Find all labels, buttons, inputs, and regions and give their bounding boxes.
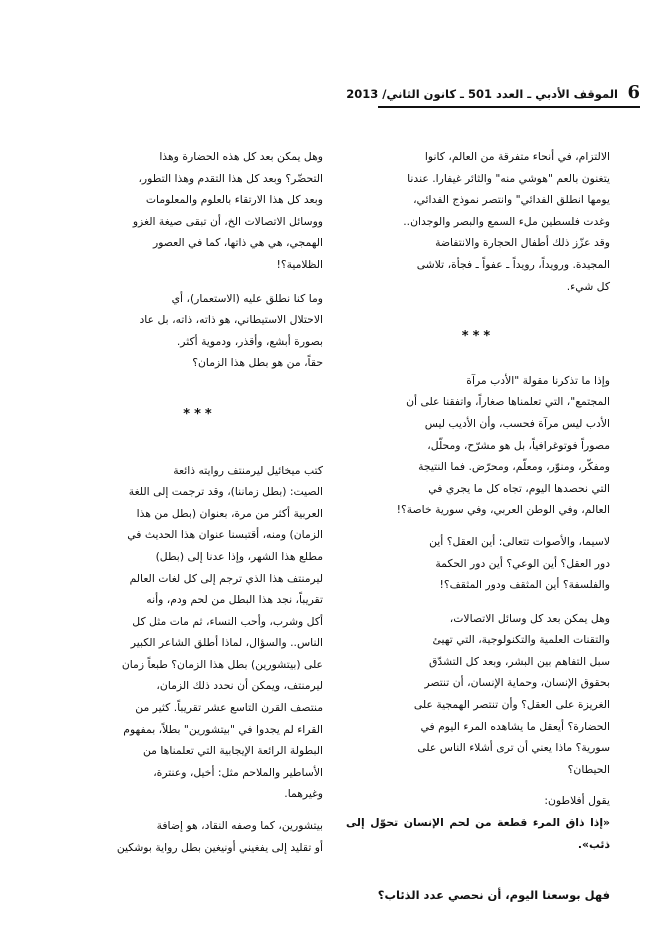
paragraph [346, 608, 610, 781]
text-line: أكل وشرب، وأحب النساء، ثم مات مثل كل [132, 614, 323, 628]
text-line: العالم، وفي الوطن العربي، وفي سورية خاصة؟! [396, 503, 610, 517]
text-line: دور العقل؟ أين الوعي؟ أين دور الحكمة [435, 556, 610, 570]
text-line: كتب ميخائيل ليرمنتف روايته ذائعة [173, 463, 323, 477]
text-line: الحضارة؟ أيعقل ما يشاهده المرء اليوم في [420, 719, 610, 733]
text-line: الناس.. والسؤال، لماذا أطلق الشاعر الكبير [130, 636, 323, 650]
paragraph [76, 815, 323, 858]
text-line: وهل يمكن بعد كل هذه الحضارة وهذا [159, 150, 323, 163]
page-number: 6 [627, 82, 640, 103]
page-header [346, 82, 640, 108]
text-line: الغريزة على العقل؟ وأن تنتصر الهمجية على [413, 698, 610, 712]
text-line: الحيطان؟ [567, 762, 610, 776]
quote-intro: يقول أفلاطون: [544, 794, 610, 808]
text-line: القراء لم يجدوا في "بيتشورين" بطلاً، بمفهوم [123, 722, 323, 736]
text-line: والفلسفة؟ أين المثقف ودور المثقف؟! [439, 578, 610, 592]
paragraph [346, 370, 610, 521]
text-line: حقاً، من هو بطل هذا الزمان؟ [192, 356, 323, 370]
paragraph [76, 460, 323, 806]
text-line: وقد عزّز ذلك أطفال الحجارة والانتفاضة [435, 236, 610, 250]
paragraph [76, 288, 323, 353]
text-line: وغيرهما. [284, 787, 323, 801]
text-line: ليرمنتف، ويمكن أن نحدد ذلك الزمان، [156, 679, 323, 693]
text-line: الهمجي، هي هي ذاتها، كما في العصور [153, 236, 323, 250]
plato-quote: «إذا ذاق المرء قطعة من لحم الإنسان تحوّل إلى ذئب». [346, 816, 610, 851]
running-head: الموقف الأدبي ـ العدد 501 ـ كانون الثاني/ 2013 [346, 87, 618, 101]
text-line: وما كنا نطلق عليه (الاستعمار)، أي [171, 291, 323, 305]
section-separator: *** [183, 406, 216, 422]
text-line: وبعد كل هذا الارتقاء بالعلوم والمعلومات [145, 193, 323, 207]
paragraph [346, 531, 610, 596]
text-line: بحقوق الإنسان، وحماية الإنسان، أن تنتصر [424, 676, 610, 690]
text-line: مطلع هذا الشهر، وإذا عدنا إلى (بطل) [155, 549, 323, 563]
text-line: الأدب ليس مرآة فحسب، وأن الأديب ليس [424, 416, 610, 430]
text-line: بصورة أبشع، وأقذر، ودموية أكثر. [176, 334, 323, 348]
section-separator: *** [461, 329, 495, 345]
text-line: ومفكّر، ومنوّر، ومعلّم، ومحرّض. فما النتيجة [418, 460, 610, 474]
text-line: سورية؟ ماذا يعني أن ترى أشلاء الناس على [417, 741, 610, 755]
text-line: سبل التفاهم بين البشر، وبعد كل التشدّق [429, 654, 610, 668]
text-line: التحضّر؟ وبعد كل هذا التقدم وهذا التطور، [138, 171, 323, 185]
header-rule [378, 106, 640, 108]
text-line: المجيدة. ورويداً، رويداً ـ عفواً ـ فجأة، تلاشى [416, 257, 610, 271]
text-line: المجتمع"، التي تعلمناها صغاراً، واتفقنا على أن [406, 395, 610, 409]
text-line: الزمان) ومنه، أقتبسنا عنوان هذا الحديث في [127, 528, 323, 542]
text-line: وإذا ما تذكرنا مقولة "الأدب مرآة [466, 373, 610, 387]
text-line: وغدت فلسطين ملء السمع والبصر والوجدان.. [403, 214, 610, 228]
text-line: بيتشورين، كما وصفه النقاد، هو إضافة [156, 819, 323, 833]
text-line: يومها انطلق الفدائي" وانتصر نموذج الفدائي، [413, 193, 610, 207]
text-line: والتقنات العلمية والتكنولوجية، التي تهيئ [432, 633, 610, 647]
text-line: الصيت: (بطل زماننا)، وقد ترجمت إلى اللغة [128, 485, 323, 499]
text-line: لاسيما، والأصوات تتعالى: أين العقل؟ أين [429, 534, 610, 548]
text-line: كل شيء. [566, 279, 610, 293]
text-line: تقريباً، نجد هذا البطل من لحم ودم، وأنه [146, 593, 323, 607]
text-line: البطولة الرائعة الإيجابية التي تعلمناها من [142, 744, 323, 758]
text-line: على (بيتشورين) بطل هذا الزمان؟ طبعاً زمان [121, 657, 323, 671]
text-line: العربية أكثر من مرة، بعنوان (بطل من هذا [136, 506, 323, 520]
closing-question: فهل بوسعنا اليوم، أن نحصي عدد الذئاب؟ [377, 888, 610, 903]
text-line: أو تقليد إلى يفغيني أونيغين بطل رواية بوشكين [116, 840, 323, 854]
text-line: منتصف القرن التاسع عشر تقريباً. كثير من [135, 701, 323, 715]
text-line: الظلامية؟! [276, 257, 323, 271]
text-line: وهل يمكن بعد كل وسائل الاتصالات، [449, 611, 610, 625]
paragraph [346, 146, 610, 297]
text-line: الأساطير والملاحم مثل: أخيل، وعنترة، [153, 765, 323, 779]
text-line: مصوراً فوتوغرافياً، بل هو مشرّح، ومحلّل، [427, 438, 610, 452]
text-line: الالتزام، في أنحاء متفرقة من العالم، كانوا [424, 150, 610, 163]
text-line: ووسائل الاتصالات الخ، أن تبقى صيغة الغزو [132, 214, 323, 228]
text-line: يتغنون بالعم "هوشي منه" والثائر غيفارا. عندنا [407, 171, 610, 185]
paragraph [76, 146, 323, 276]
right-column [346, 146, 610, 907]
text-line: التي نحصدها اليوم، تجاه كل ما يجري في [428, 481, 610, 495]
text-line: ليرمنتف هذا الذي ترجم إلى كل لغات العالم [129, 571, 323, 585]
left-column [76, 146, 323, 858]
text-line: الاحتلال الاستيطاني، هو ذاته، ذاته، بل عاد [139, 313, 323, 327]
